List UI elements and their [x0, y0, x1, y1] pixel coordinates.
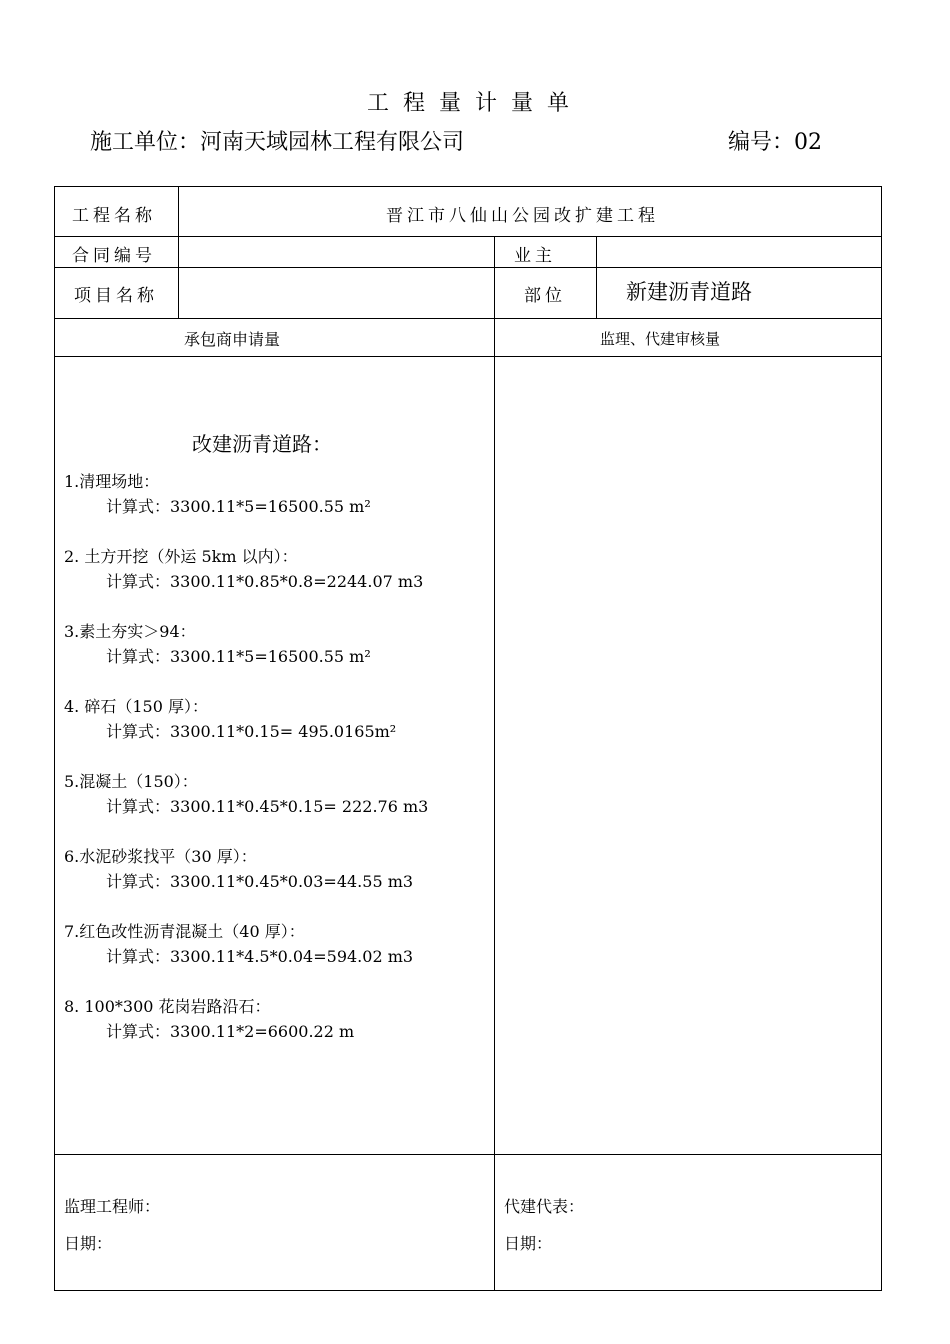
supervisor-engineer-label: 监理工程师： — [64, 1197, 161, 1216]
list-item — [64, 469, 371, 519]
item-calc: 计算式：3300.11*5=16500.55 m² — [106, 497, 371, 516]
list-item — [64, 544, 423, 594]
item-calc: 计算式：3300.11*2=6600.22 m — [106, 1022, 355, 1041]
item-calc: 计算式：3300.11*0.15= 495.0165m² — [106, 722, 397, 741]
construction-unit: 施工单位：河南天域园林工程有限公司 — [90, 130, 465, 155]
supervisor-header: 监理、代建审核量 — [600, 330, 721, 348]
project-name-value: 晋江市八仙山公园改扩建工程 — [386, 206, 659, 226]
item-title: 3.素土夯实＞94： — [64, 622, 196, 641]
item-title: 5.混凝土（150）： — [64, 772, 198, 791]
contract-no-label: 合同编号 — [72, 246, 156, 266]
item-calc: 计算式：3300.11*0.85*0.8=2244.07 m3 — [106, 572, 424, 591]
list-item — [64, 619, 371, 669]
item-title: 2. 土方开挖（外运 5km 以内）： — [64, 547, 298, 566]
item-calc: 计算式：3300.11*4.5*0.04=594.02 m3 — [106, 947, 414, 966]
agent-date-label: 日期： — [504, 1234, 553, 1253]
item-title: 8. 100*300 花岗岩路沿石： — [64, 997, 271, 1016]
project-name-label: 工程名称 — [72, 206, 156, 226]
row-divider — [54, 1154, 882, 1155]
owner-label: 业主 — [514, 246, 556, 266]
document-number: 编号：02 — [728, 130, 822, 155]
document-title: 工程量计量单 — [366, 91, 583, 116]
list-item — [64, 694, 396, 744]
col-divider — [494, 236, 495, 1291]
item-calc: 计算式：3300.11*5=16500.55 m² — [106, 647, 371, 666]
col-divider — [596, 236, 597, 318]
item-title: 4. 碎石（150 厚）： — [64, 697, 208, 716]
list-item — [64, 994, 354, 1044]
part-label: 部位 — [524, 286, 566, 306]
section-heading: 改建沥青道路： — [192, 432, 332, 456]
item-title: 1.清理场地： — [64, 472, 160, 491]
item-title: 7.红色改性沥青混凝土（40 厚）： — [64, 922, 305, 941]
item-title: 6.水泥砂浆找平（30 厚）： — [64, 847, 257, 866]
row-divider — [54, 318, 882, 319]
list-item — [64, 919, 413, 969]
col-divider — [178, 186, 179, 318]
contractor-header: 承包商申请量 — [184, 330, 281, 349]
list-item — [64, 769, 428, 819]
agent-rep-label: 代建代表： — [504, 1197, 585, 1216]
item-calc: 计算式：3300.11*0.45*0.03=44.55 m3 — [106, 872, 414, 891]
item-calc: 计算式：3300.11*0.45*0.15= 222.76 m3 — [106, 797, 429, 816]
supervisor-date-label: 日期： — [64, 1234, 113, 1253]
row-divider — [54, 356, 882, 357]
part-value: 新建沥青道路 — [626, 280, 752, 304]
list-item — [64, 844, 413, 894]
item-name-label: 项目名称 — [74, 286, 158, 306]
